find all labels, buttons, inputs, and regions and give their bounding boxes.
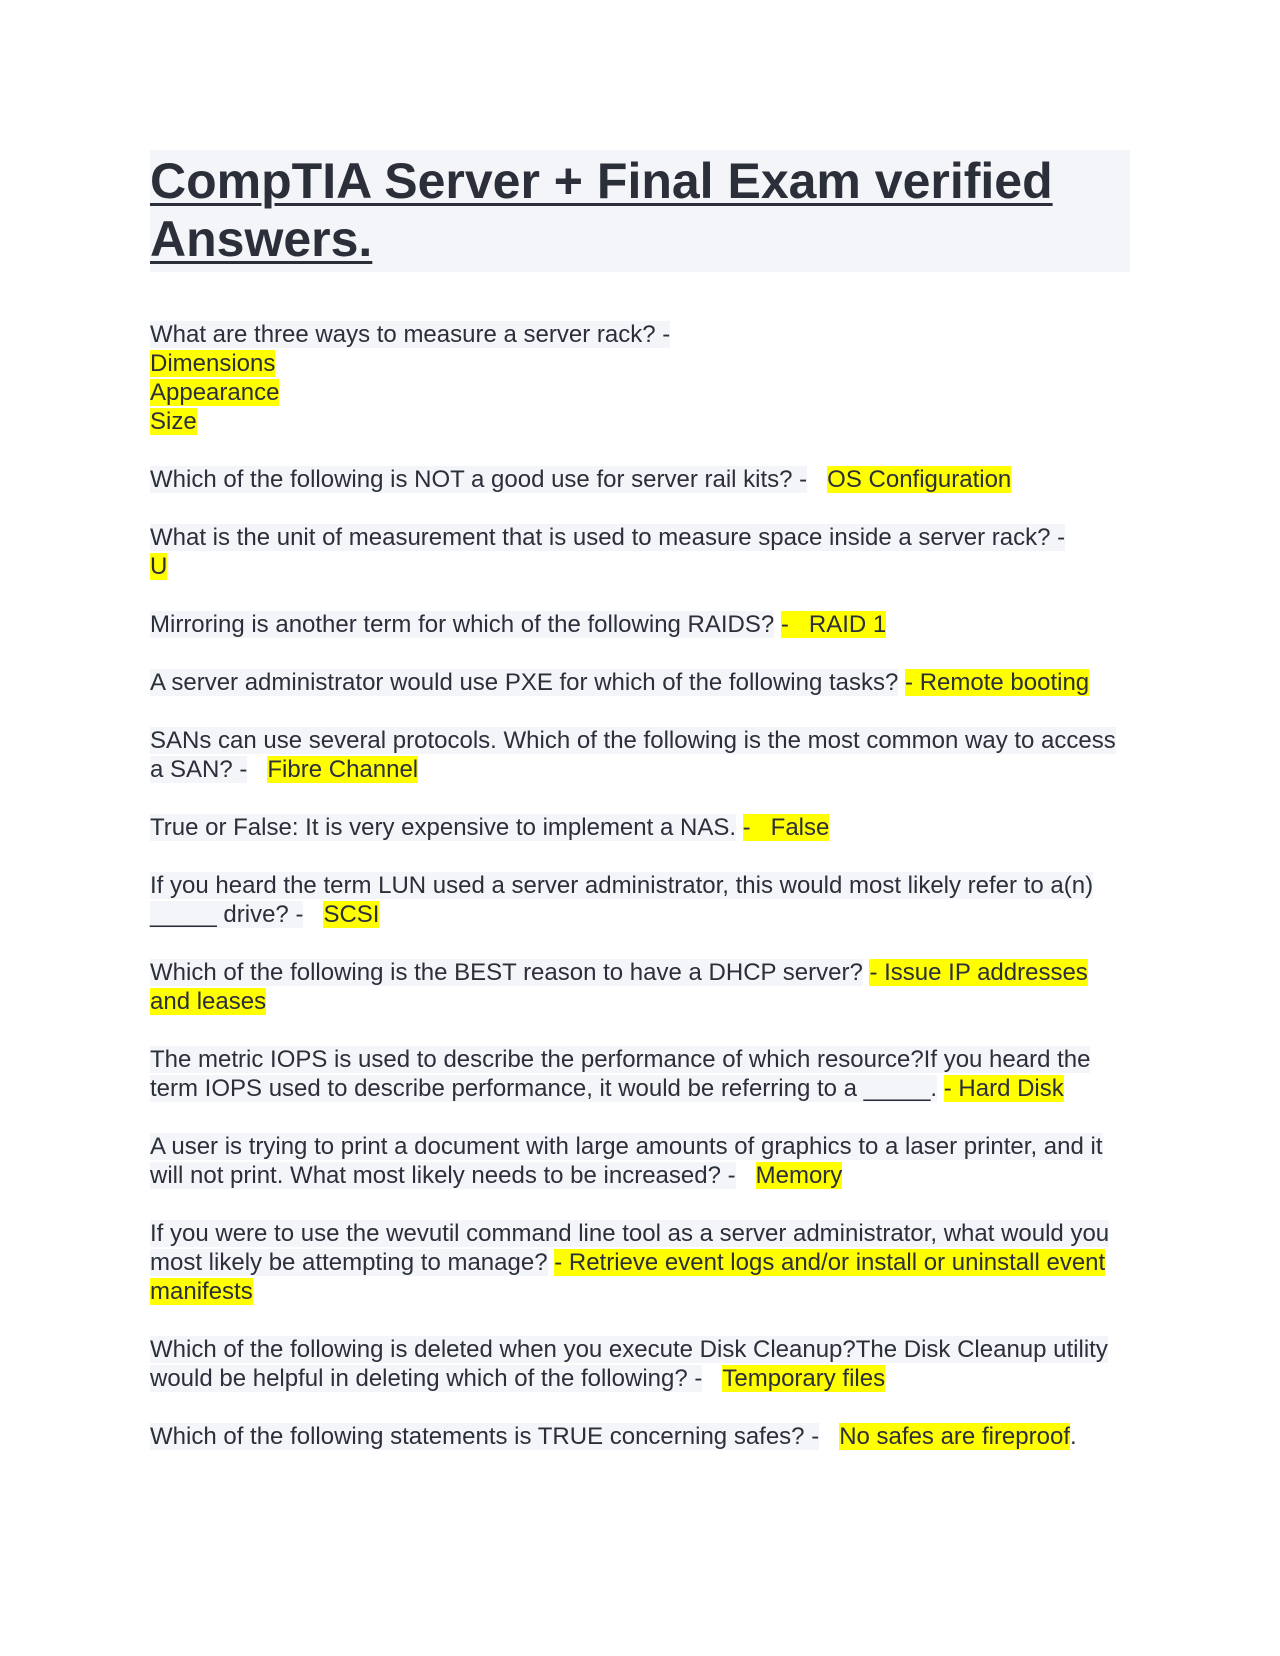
question-text: What are three ways to measure a server rack? - <box>150 321 671 348</box>
qa-item-4 <box>150 610 1130 639</box>
answer-text: OS Configuration <box>827 466 1012 493</box>
question-text: The metric IOPS is used to describe the performance of which resource?If you heard the term IOPS used to describe performance, it would be referring to a _____. <box>150 1046 1091 1102</box>
answer-text: - Retrieve event logs and/or install or uninstall event manifests <box>150 1249 1106 1305</box>
qa-item-3 <box>150 523 1130 581</box>
answer-text: Memory <box>755 1162 843 1189</box>
answer-text: Temporary files <box>722 1365 886 1392</box>
answer-text: Size <box>150 408 197 435</box>
answer-text: - Remote booting <box>905 669 1090 696</box>
question-text: Which of the following statements is TRUE concerning safes? - <box>150 1423 820 1450</box>
qa-item-7 <box>150 813 1130 842</box>
document-page <box>150 150 1130 1480</box>
qa-item-11 <box>150 1132 1130 1190</box>
answer-text: - RAID 1 <box>780 611 887 638</box>
answer-text: - Hard Disk <box>943 1075 1064 1102</box>
qa-item-10 <box>150 1045 1130 1103</box>
question-text: True or False: It is very expensive to implement a NAS. <box>150 814 736 841</box>
title-block <box>150 150 1130 272</box>
qa-item-12 <box>150 1219 1130 1306</box>
qa-item-2 <box>150 465 1130 494</box>
answer-text: SCSI <box>323 901 380 928</box>
qa-item-9 <box>150 958 1130 1016</box>
answer-text: Fibre Channel <box>267 756 419 783</box>
answer-text: - Issue IP addresses and leases <box>150 959 1088 1015</box>
answer-text: U <box>150 553 168 580</box>
question-text: A server administrator would use PXE for which of the following tasks? <box>150 669 899 696</box>
qa-item-1 <box>150 320 1130 436</box>
trailing-period: . <box>1069 1423 1077 1450</box>
qa-item-6 <box>150 726 1130 784</box>
question-text: If you were to use the wevutil command line tool as a server administrator, what would you most likely be attempting to manage? <box>150 1220 1110 1276</box>
answer-text: - False <box>742 814 830 841</box>
qa-item-8 <box>150 871 1130 929</box>
question-text: Which of the following is the BEST reason to have a DHCP server? <box>150 959 863 986</box>
question-text: Mirroring is another term for which of the following RAIDS? <box>150 611 775 638</box>
qa-item-14 <box>150 1422 1130 1451</box>
question-text: A user is trying to print a document with large amounts of graphics to a laser printer, and it will not print. What most likely needs to be increased? - <box>150 1133 1103 1189</box>
answer-text: Dimensions <box>150 350 276 377</box>
qa-item-5 <box>150 668 1130 697</box>
question-text: Which of the following is NOT a good use for server rail kits? - <box>150 466 808 493</box>
question-text: SANs can use several protocols. Which of the following is the most common way to access a SAN? - <box>150 727 1116 783</box>
answer-text: No safes are fireproof <box>839 1423 1070 1450</box>
qa-item-13 <box>150 1335 1130 1393</box>
answer-text: Appearance <box>150 379 280 406</box>
question-text: Which of the following is deleted when you execute Disk Cleanup?The Disk Cleanup utility would be helpful in deleting which of the following? - <box>150 1336 1108 1392</box>
question-text: What is the unit of measurement that is used to measure space inside a server rack? - <box>150 524 1066 551</box>
question-text: If you heard the term LUN used a server administrator, this would most likely refer to a(n) _____ drive? - <box>150 872 1094 928</box>
document-title: CompTIA Server + Final Exam verified Answers. <box>150 153 1053 267</box>
